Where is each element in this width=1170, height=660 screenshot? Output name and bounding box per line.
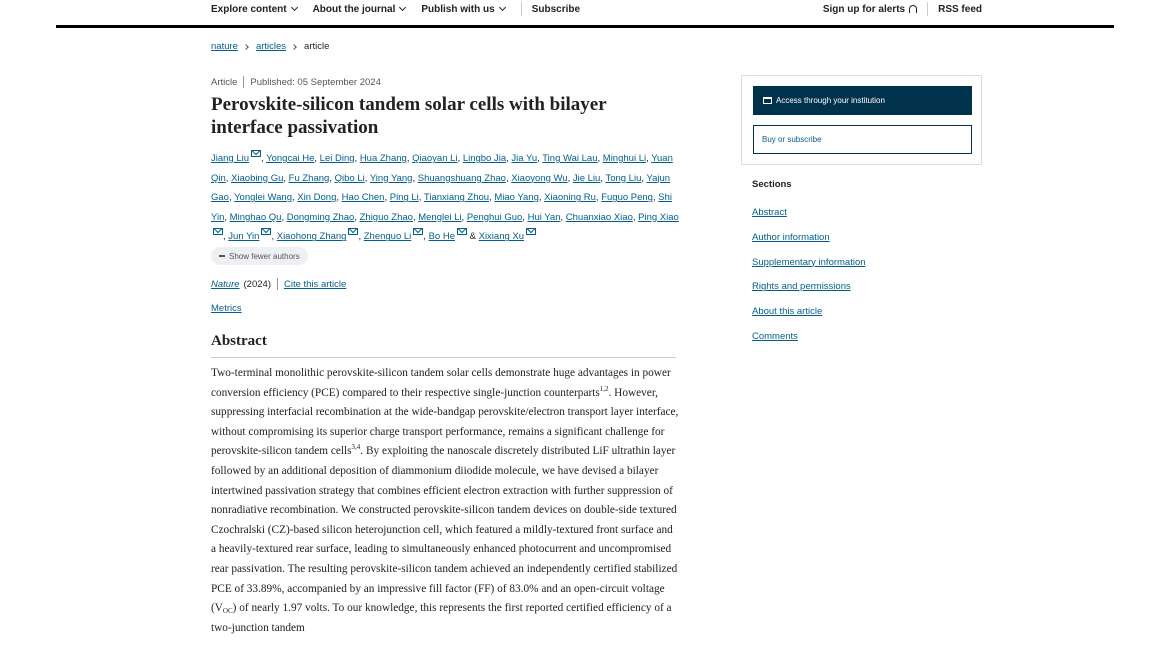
access-institution-label: Access through your institution — [776, 96, 885, 105]
author-link[interactable]: Hao Chen — [341, 192, 385, 204]
author-link[interactable]: Minghao Qu — [229, 211, 282, 223]
signup-alerts-label: Sign up for alerts — [822, 3, 906, 15]
mail-icon[interactable] — [457, 228, 467, 235]
author-link[interactable]: Yongcai He — [266, 153, 315, 164]
chevron-down-icon — [291, 4, 298, 11]
mail-icon[interactable] — [348, 228, 358, 235]
author-list: Jiang Liu , Yongcai He, Lei Ding, Hua Zhang, Qiaoyan Li, Lingbo Jia, Jia Yu, Ting Wai Lau, Minghui Li, Yuan Qin, Xiaobing Gu, Fu Zhang, Qibo Li, Ying Yang, Shuangshuang Zhao, Xiaoyong Wu, Jie Liu, Tong Liu, Yajun Gao, Yonglei Wang, Xin Dong, Hao Chen, Ping Li, Tianxiang Zhou, Miao Yang, Xiaoning Ru, Fuguo Peng, Shi Yin, Minghao Qu, Dongming Zhao, Zhiguo Zhao, Menglei Li, Penghui Guo, Hui Yan, Chuanxiao Xiao, Ping Xiao, Jun Yin , Xiaohong Zhang , Zhenguo Li , Bo He & Xixiang Xu — [211, 149, 681, 247]
author-link[interactable]: Miao Yang — [494, 192, 539, 204]
author-link[interactable]: Tong Liu — [605, 172, 642, 184]
author-link[interactable]: Minghui Li — [602, 153, 647, 164]
nav-subscribe-link[interactable]: Subscribe — [531, 3, 581, 15]
author-link[interactable]: Fuguo Peng — [601, 192, 653, 204]
nav-item-label: About the journal — [312, 3, 396, 15]
author-link[interactable]: Dongming Zhao — [286, 211, 355, 223]
author-link[interactable]: Xiaobing Gu — [231, 172, 284, 184]
author-link[interactable]: Tianxiang Zhou — [423, 192, 490, 204]
author-link[interactable]: Qibo Li — [334, 172, 365, 184]
author-link[interactable]: Jia Yu — [511, 153, 538, 164]
sections-nav — [752, 207, 866, 356]
reference-superscript[interactable]: 3,4 — [351, 443, 361, 452]
show-fewer-label: Show fewer authors — [229, 251, 300, 261]
cite-article-link[interactable]: Cite this article — [283, 278, 347, 290]
rss-feed-link[interactable]: RSS feed — [938, 3, 982, 15]
mail-icon[interactable] — [251, 150, 261, 157]
nav-item-label: Explore content — [211, 3, 287, 15]
minus-icon — [219, 255, 225, 257]
author-link[interactable]: Penghui Guo — [466, 211, 523, 223]
header-rule — [56, 25, 1114, 28]
author-link[interactable]: Xiaoning Ru — [544, 192, 596, 204]
author-link[interactable]: Bo He — [428, 231, 455, 243]
author-link[interactable]: Ping Xiao — [638, 211, 679, 223]
section-link-comments[interactable]: Comments — [752, 330, 798, 342]
article-title: Perovskite-silicon tandem solar cells with bilayer interface passivation — [211, 94, 607, 138]
reference-superscript[interactable]: 1,2 — [599, 384, 609, 393]
published-date: Published: 05 September 2024 — [250, 76, 381, 88]
author-link[interactable]: Lei Ding — [319, 153, 355, 164]
meta-divider — [277, 278, 278, 290]
author-link[interactable]: Yuan Qin — [211, 153, 673, 184]
show-fewer-authors-button[interactable] — [211, 247, 308, 265]
nav-right-menu — [823, 2, 982, 16]
journal-name-link[interactable]: Nature — [211, 278, 240, 290]
buy-subscribe-button[interactable] — [753, 125, 972, 154]
breadcrumb-articles[interactable]: articles — [255, 41, 287, 52]
chevron-right-icon — [243, 44, 249, 50]
section-link-author-information[interactable]: Author information — [752, 231, 830, 243]
abstract-divider — [211, 357, 676, 358]
author-link[interactable]: Jiang Liu — [211, 153, 250, 164]
breadcrumb — [211, 41, 329, 52]
author-link[interactable]: Ting Wai Lau — [542, 153, 598, 164]
buy-subscribe-label: Buy or subscribe — [762, 135, 822, 144]
nav-about-journal[interactable] — [313, 4, 406, 15]
author-link[interactable]: Fu Zhang — [288, 172, 330, 184]
author-link[interactable]: Jun Yin — [228, 231, 260, 243]
author-link[interactable]: Xin Dong — [297, 192, 337, 204]
mail-icon[interactable] — [213, 228, 223, 235]
access-institution-button[interactable] — [753, 86, 972, 115]
author-link[interactable]: Xiaohong Zhang — [276, 231, 347, 243]
mail-icon[interactable] — [261, 228, 271, 235]
author-link[interactable]: Shuangshuang Zhao — [417, 172, 506, 184]
mail-icon[interactable] — [526, 228, 536, 235]
author-link[interactable]: Hui Yan — [527, 211, 561, 223]
author-link[interactable]: Chuanxiao Xiao — [565, 211, 633, 223]
sections-heading: Sections — [752, 179, 792, 190]
section-link-about-article[interactable]: About this article — [752, 306, 823, 318]
nav-left-menu — [211, 2, 580, 16]
section-link-supplementary-information[interactable]: Supplementary information — [752, 256, 866, 268]
section-link-rights-permissions[interactable]: Rights and permissions — [752, 281, 851, 293]
author-link[interactable]: Ying Yang — [369, 172, 413, 184]
article-type: Article — [211, 76, 238, 88]
publication-year: (2024) — [243, 278, 271, 290]
abstract-heading: Abstract — [211, 333, 267, 349]
nav-explore-content[interactable] — [211, 4, 297, 15]
section-link-abstract[interactable]: Abstract — [752, 207, 787, 218]
author-link[interactable]: Ping Li — [389, 192, 419, 204]
author-link[interactable]: Lingbo Jia — [462, 153, 507, 164]
author-link[interactable]: Zhiguo Zhao — [359, 211, 413, 223]
access-panel — [741, 75, 982, 165]
author-link[interactable]: Yajun Gao — [211, 172, 671, 204]
meta-divider — [243, 76, 244, 88]
nav-item-label: Publish with us — [421, 3, 495, 15]
journal-citation — [211, 278, 346, 290]
nav-divider — [521, 2, 522, 16]
breadcrumb-nature[interactable]: nature — [211, 41, 238, 52]
article-meta — [211, 76, 381, 88]
nav-publish-with-us[interactable] — [421, 4, 504, 15]
chevron-down-icon — [399, 4, 406, 11]
author-link[interactable]: Zhenguo Li — [363, 231, 412, 243]
author-link[interactable]: Yonglei Wang — [234, 192, 293, 204]
breadcrumb-current: article — [304, 41, 330, 52]
subscript: OC — [222, 607, 233, 616]
author-link[interactable]: Qiaoyan Li — [412, 153, 458, 164]
author-link[interactable]: Shi Yin — [211, 192, 672, 223]
mail-icon[interactable] — [413, 228, 423, 235]
nav-divider — [927, 2, 928, 16]
author-link[interactable]: Xixiang Xu — [478, 231, 525, 243]
abstract-text: Two-terminal monolithic perovskite-silicon tandem solar cells demonstrate huge advantages in power conversion efficiency (PCE) compared to their respective single-junction counterparts$^{1,2}$. However, suppressing interfacial recombination at the wide-bandgap perovskite/electron transport layer interface, without compromising its superior charge transport performance, remains a significant challenge for perovskite-silicon tandem cells$^{3,4}$. By exploiting the nanoscale discretely distributed LiF ultrathin layer followed by an additional deposition of diammonium diiodide molecule, we have devised a bilayer intertwined passivation strategy that combines efficient electron extraction with further suppression of nonradiative recombination. We constructed perovskite-silicon tandem devices on double-side textured Czochralski (CZ)-based silicon heterojunction cell, which featured a mildly-textured front surface and a heavily-textured rear surface, leading to simultaneously enhanced photocurrent and uncompromised rear passivation. The resulting perovskite-silicon tandem achieved an independently certified stabilized PCE of 33.89%, accompanied by an impressive fill factor (FF) of 83.0% and an open-circuit voltage $(V_{OC})$ of nearly 1.97 volts. To our knowledge, this represents the first reported certified efficiency of a two-junction tandem — [211, 367, 679, 634]
author-link[interactable]: Menglei Li — [418, 211, 462, 223]
bell-icon — [909, 5, 917, 13]
metrics-link[interactable]: Metrics — [211, 303, 242, 314]
author-link[interactable]: Xiaoyong Wu — [511, 172, 568, 184]
author-link[interactable]: Jie Liu — [572, 172, 601, 184]
institution-icon — [763, 97, 772, 104]
author-link[interactable]: Hua Zhang — [359, 153, 407, 164]
top-navigation — [0, 0, 1170, 28]
chevron-down-icon — [499, 4, 506, 11]
chevron-right-icon — [291, 44, 297, 50]
signup-alerts-link[interactable] — [823, 4, 917, 15]
